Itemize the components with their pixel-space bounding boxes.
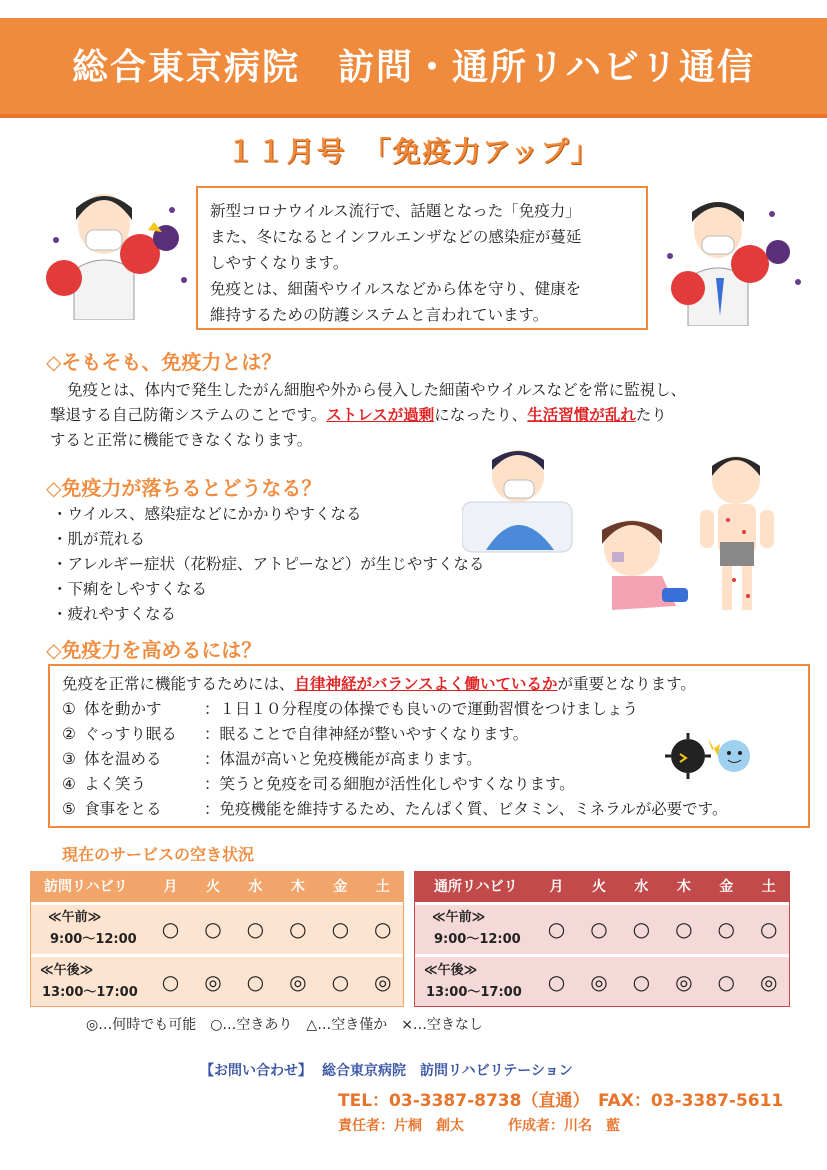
day-header: 金	[319, 871, 361, 903]
tip-label: 体を動かす	[84, 700, 162, 718]
availability-mark: ○	[234, 955, 276, 1007]
period-label: ≪午前≫	[48, 910, 102, 925]
day-header: 水	[620, 871, 662, 903]
tip-number: ①	[62, 700, 76, 718]
day-table-frame	[414, 871, 790, 1007]
section1-line	[50, 403, 790, 428]
contact-org: 総合東京病院 訪問リハビリテーション	[322, 1063, 573, 1079]
availability-mark: ○	[705, 903, 747, 955]
section-heading-boost-immunity: ◇免疫力を高めるには？	[46, 638, 262, 662]
availability-mark: ○	[535, 903, 577, 955]
contact-heading	[200, 1060, 820, 1080]
availability-mark: ◎	[277, 955, 319, 1007]
availability-mark: ○	[319, 955, 361, 1007]
tip-label: ぐっすり眠る	[84, 725, 177, 743]
list-item: ・肌が荒れる	[52, 530, 146, 548]
availability-mark: ○	[620, 955, 662, 1007]
doctor-boxing-illustration-right	[660, 186, 810, 326]
contact-label: 【お問い合わせ】	[200, 1063, 312, 1079]
period-label: ≪午前≫	[432, 910, 486, 925]
tip-label: 食事をとる	[84, 800, 162, 818]
doctor-boxing-illustration-left	[44, 180, 194, 320]
text: になったり、	[434, 406, 528, 424]
text: が重要となります。	[557, 675, 696, 693]
contact-phone-fax: TEL：03-3387-8738（直通） FAX：03-3387-5611	[338, 1091, 784, 1111]
availability-mark: ○	[663, 903, 705, 955]
tip-description: ：１日１０分程度の体操でも良いので運動習慣をつけましょう	[204, 700, 639, 718]
availability-mark: ○	[362, 903, 404, 955]
section-heading-what-is-immunity: ◇そもそも、免疫力とは？	[46, 350, 282, 374]
header-title: 総合東京病院 訪問・通所リハビリ通信	[72, 47, 755, 88]
text: たり	[635, 406, 667, 424]
list-item: ・疲れやすくなる	[52, 605, 177, 623]
visit-table-frame	[30, 871, 404, 1007]
immune-cell-vs-virus-icon	[664, 730, 754, 780]
sick-people-illustration	[462, 440, 802, 636]
list-item: ・アレルギー症状（花粉症、アトピーなど）が生じやすくなる	[52, 555, 485, 573]
intro-line: また、冬になるとインフルエンザなどの感染症が蔓延	[210, 228, 582, 246]
day-header: 水	[234, 871, 276, 903]
contact-staff	[338, 1115, 820, 1135]
services-heading: 現在のサービスの空き状況	[62, 845, 255, 864]
tip-number: ③	[62, 750, 76, 768]
availability-mark: ○	[578, 903, 620, 955]
period-time: 13:00〜17:00	[426, 984, 522, 1000]
highlight-autonomic: 自律神経がバランスよく働いているか	[294, 675, 558, 693]
contact-block	[200, 1060, 820, 1135]
list-item: ・ウイルス、感染症などにかかりやすくなる	[52, 505, 362, 523]
tips-intro	[62, 672, 796, 697]
availability-mark: ○	[620, 903, 662, 955]
contact-author: 作成者：川名 藍	[508, 1118, 620, 1134]
tip-number: ②	[62, 725, 76, 743]
tip-number: ④	[62, 775, 76, 793]
day-header: 木	[663, 871, 705, 903]
tip-label: よく笑う	[84, 775, 147, 793]
tip-description: ：眠ることで自律神経が整いやすくなります。	[204, 725, 529, 743]
availability-mark: ◎	[747, 955, 790, 1007]
tip-description: ：体温が高いと免疫機能が高まります。	[204, 750, 482, 768]
symptom-list	[52, 502, 484, 627]
availability-mark: ○	[149, 903, 191, 955]
availability-mark: ○	[705, 955, 747, 1007]
section-heading-low-immunity: ◇免疫力が落ちるとどうなる？	[46, 476, 322, 500]
tip-item	[62, 697, 796, 722]
day-header: 金	[705, 871, 747, 903]
day-header: 土	[362, 871, 404, 903]
text: 免疫を正常に機能するためには、	[62, 675, 295, 693]
issue-title: １１月号 「免疫力アップ」	[226, 135, 601, 168]
day-header: 木	[277, 871, 319, 903]
availability-mark: ○	[535, 955, 577, 1007]
section1-line: すると正常に機能できなくなります。	[50, 431, 313, 449]
availability-mark: ◎	[362, 955, 404, 1007]
availability-mark: ○	[277, 903, 319, 955]
intro-line: 免疫とは、細菌やウイルスなどから体を守り、健康を	[210, 280, 582, 298]
availability-mark: ◎	[192, 955, 234, 1007]
tip-number: ⑤	[62, 800, 76, 818]
section1-line: 免疫とは、体内で発生したがん細胞や外から侵入した細菌やウイルスなどを常に監視し、	[67, 381, 687, 399]
availability-legend: ◎…何時でも可能 ○…空きあり △…空き僅か ×…空きなし	[86, 1017, 483, 1033]
table-name: 通所リハビリ	[414, 871, 535, 903]
day-header: 土	[747, 871, 790, 903]
day-header: 月	[535, 871, 577, 903]
highlight-stress: ストレスが過剰	[326, 406, 435, 424]
text: 撃退する自己防衛システムのことです。	[50, 406, 327, 424]
period-label: ≪午後≫	[424, 962, 478, 978]
period-label: ≪午後≫	[40, 962, 94, 978]
period-time: 9:00〜12:00	[50, 932, 137, 947]
list-item: ・下痢をしやすくなる	[52, 580, 208, 598]
intro-line: 維持するための防護システムと言われています。	[210, 306, 549, 324]
tip-description: ：笑うと免疫を司る細胞が活性化しやすくなります。	[204, 775, 575, 793]
period-time: 9:00〜12:00	[434, 932, 521, 947]
availability-mark: ○	[192, 903, 234, 955]
tip-item	[62, 797, 796, 822]
day-header: 火	[578, 871, 620, 903]
availability-mark: ◎	[578, 955, 620, 1007]
availability-mark: ○	[747, 903, 790, 955]
day-header: 月	[149, 871, 191, 903]
header-banner	[0, 18, 827, 118]
contact-manager: 責任者：片桐 創太	[338, 1118, 464, 1134]
availability-mark: ◎	[663, 955, 705, 1007]
availability-mark: ○	[319, 903, 361, 955]
day-header: 火	[192, 871, 234, 903]
intro-box	[196, 186, 648, 330]
tip-description: ：免疫機能を維持するため、たんぱく質、ビタミン、ミネラルが必要です。	[204, 800, 728, 818]
availability-mark: ○	[149, 955, 191, 1007]
table-name: 訪問リハビリ	[30, 871, 149, 903]
intro-line: 新型コロナウイルス流行で、話題となった「免疫力」	[210, 202, 581, 220]
intro-line: しやすくなります。	[210, 254, 349, 272]
period-time: 13:00〜17:00	[42, 984, 138, 1000]
tip-label: 体を温める	[84, 750, 162, 768]
highlight-lifestyle: 生活習慣が乱れ	[527, 406, 636, 424]
availability-mark: ○	[234, 903, 276, 955]
